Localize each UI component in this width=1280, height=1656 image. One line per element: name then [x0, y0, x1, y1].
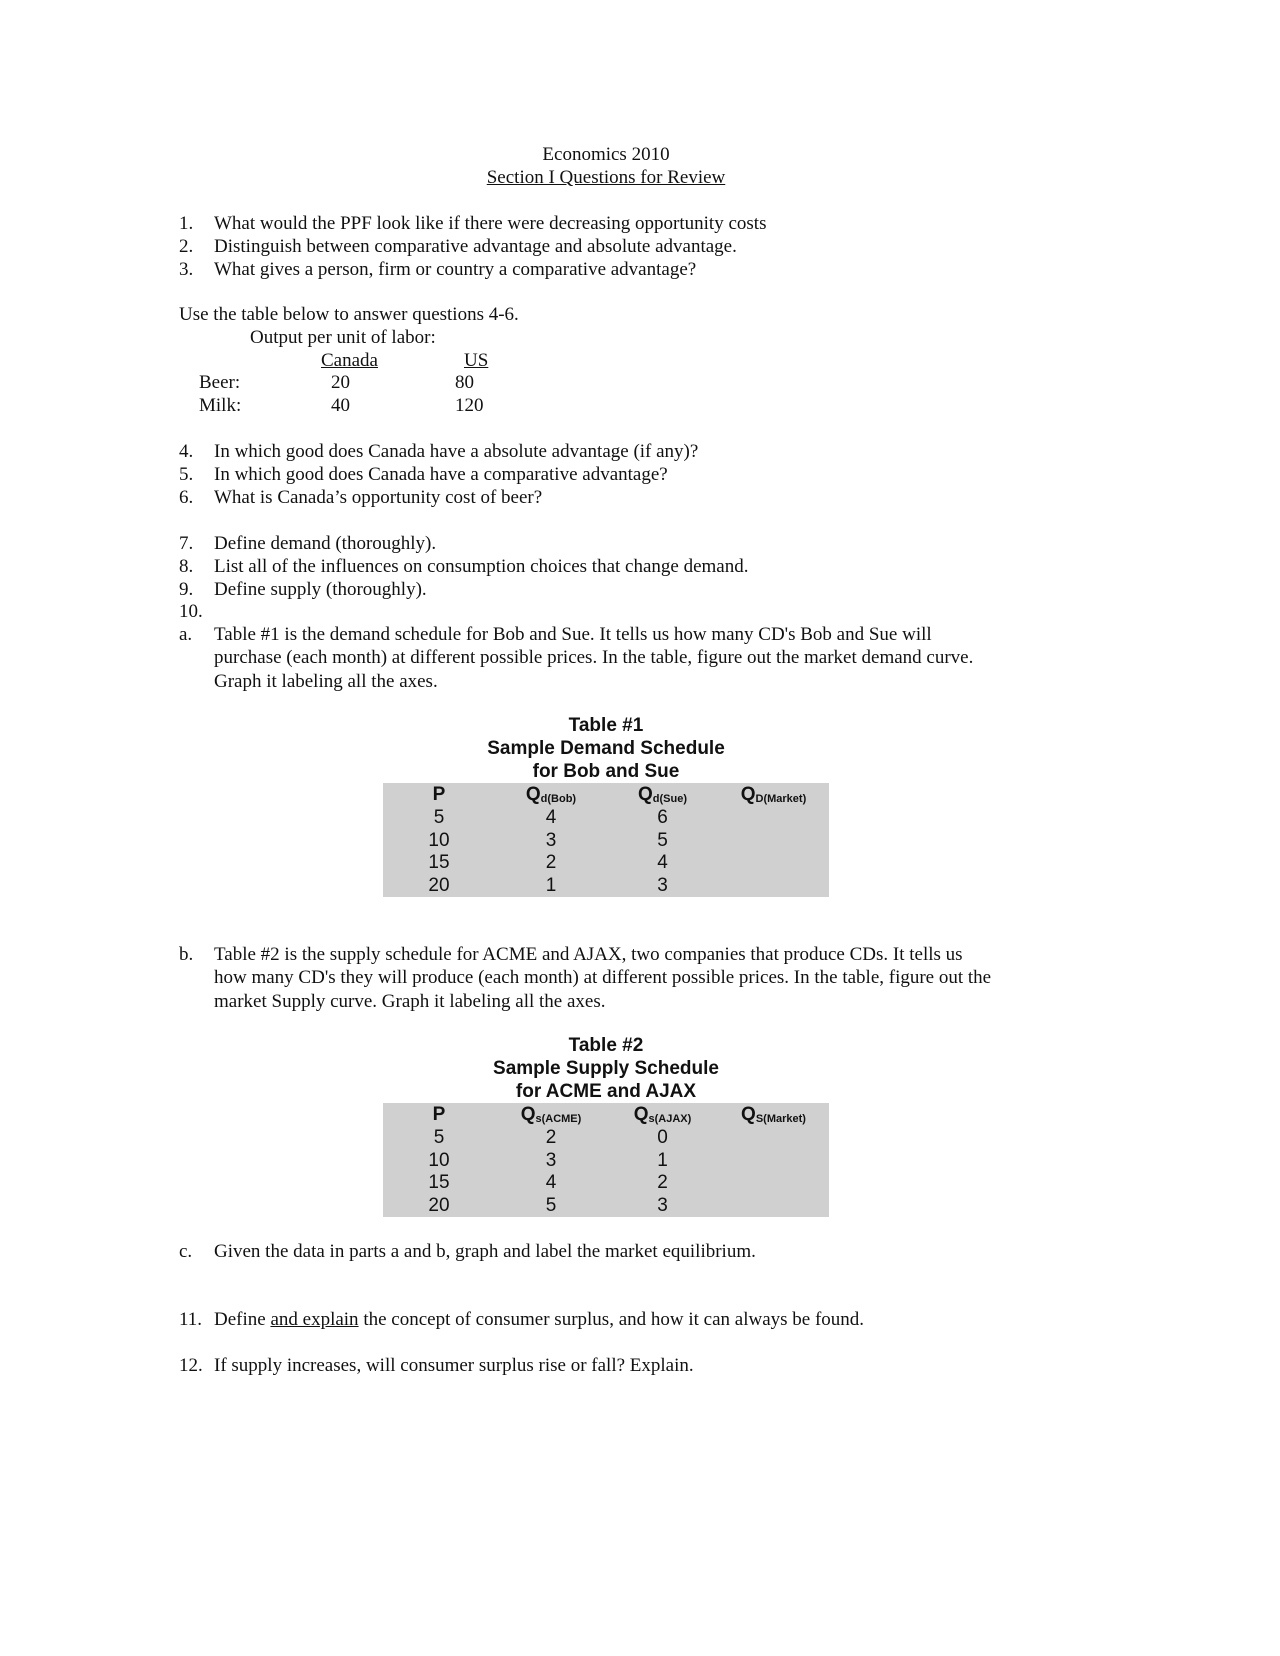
table-cell: [718, 1194, 829, 1217]
item-number: 4.: [179, 441, 194, 462]
question-text: how many CD's they will produce (each month) at different possible prices. In the table, figure out the: [214, 967, 992, 989]
table-cell: [718, 1171, 829, 1194]
col-us: US: [464, 350, 489, 371]
table-cell: [718, 874, 829, 897]
item-number: 7.: [179, 533, 194, 554]
header-sub: s(ACME): [535, 1113, 582, 1125]
table-cell: 3: [657, 1195, 668, 1217]
item-number: 6.: [179, 487, 194, 508]
column-header: [383, 1103, 495, 1126]
item-number: 11.: [179, 1309, 203, 1330]
header-main: Q: [525, 784, 541, 805]
question-text: In which good does Canada have a absolute advantage (if any)?: [214, 441, 699, 462]
question-text: Given the data in parts a and b, graph and label the market equilibrium.: [214, 1241, 756, 1262]
item-number: 5.: [179, 464, 194, 485]
header-sub: d(Sue): [652, 793, 687, 805]
table-caption: Output per unit of labor:: [250, 327, 436, 348]
table-title: Sample Demand Schedule: [487, 738, 725, 759]
cell: 40: [331, 395, 350, 416]
table-cell: 3: [657, 875, 668, 897]
header-main: Q: [740, 784, 756, 805]
question-text: Table #2 is the supply schedule for ACME and AJAX, two companies that produce CDs. It tells us: [214, 944, 963, 965]
column-header: [718, 783, 829, 806]
question-text: Table #1 is the demand schedule for Bob and Sue. It tells us how many CD's Bob and Sue will: [214, 624, 932, 645]
table-cell: [718, 829, 829, 852]
item-number: 2.: [179, 236, 194, 257]
table-cell: [718, 1149, 829, 1172]
question-text: market Supply curve. Graph it labeling all the axes.: [214, 990, 606, 1012]
header-sub: d(Bob): [540, 793, 577, 805]
text: the concept of consumer surplus, and how it can always be found.: [358, 1309, 865, 1330]
question-text: What is Canada’s opportunity cost of beer?: [214, 487, 543, 508]
item-number: b.: [179, 944, 194, 965]
table-intro: Use the table below to answer questions 4-6.: [179, 304, 519, 325]
cell: 80: [455, 372, 474, 393]
text: Define: [214, 1309, 271, 1330]
table-cell: 0: [657, 1126, 668, 1148]
table-cell: 2: [545, 1126, 557, 1148]
column-header: [495, 1103, 607, 1126]
table-title: Sample Supply Schedule: [493, 1058, 719, 1079]
question-text: What would the PPF look like if there were decreasing opportunity costs: [214, 213, 767, 234]
table-title: Table #1: [568, 715, 644, 736]
table1-grid: [383, 783, 829, 897]
table-cell: 4: [545, 1172, 557, 1194]
item-number: 12.: [179, 1355, 203, 1376]
table-cell: 5: [433, 1126, 445, 1148]
cell: 20: [331, 372, 350, 393]
table2-grid: [383, 1103, 829, 1217]
row-label: Beer:: [199, 372, 241, 393]
question-text: List all of the influences on consumption choices that change demand.: [214, 556, 749, 577]
table-cell: [718, 806, 829, 829]
table-cell: 15: [428, 852, 450, 874]
table-cell: 2: [545, 852, 557, 874]
col-canada: Canada: [321, 350, 378, 371]
item-number: 10.: [179, 601, 203, 622]
table-cell: 20: [428, 1195, 450, 1217]
table-cell: 5: [545, 1195, 557, 1217]
table-cell: [718, 1126, 829, 1149]
question-text: If supply increases, will consumer surplus rise or fall? Explain.: [214, 1355, 694, 1376]
item-number: 9.: [179, 579, 194, 600]
table-cell: [718, 851, 829, 874]
table-cell: 3: [545, 829, 557, 851]
column-header: [607, 783, 718, 806]
header-sub: D(Market): [755, 793, 807, 805]
question-text: Graph it labeling all the axes.: [214, 670, 438, 692]
header-main: Q: [633, 1104, 649, 1125]
table-cell: 2: [657, 1172, 668, 1194]
header-main: P: [432, 784, 446, 805]
underlined-text: and explain: [270, 1309, 359, 1330]
item-number: 8.: [179, 556, 194, 577]
table-title: for ACME and AJAX: [515, 1081, 697, 1102]
column-header: [383, 783, 495, 806]
header-main: P: [432, 1104, 446, 1125]
question-text: What gives a person, firm or country a comparative advantage?: [214, 259, 697, 280]
header-main: Q: [637, 784, 653, 805]
column-header: [607, 1103, 718, 1126]
item-number: 1.: [179, 213, 194, 234]
table-cell: 4: [657, 852, 668, 874]
doc-subtitle: Section I Questions for Review: [486, 167, 726, 188]
question-text: Define demand (thoroughly).: [214, 533, 437, 554]
question-text: Distinguish between comparative advantage and absolute advantage.: [214, 236, 737, 257]
table-cell: 5: [657, 829, 668, 851]
table-cell: 1: [545, 875, 557, 897]
table-cell: 4: [545, 806, 557, 828]
question-text: purchase (each month) at different possible prices. In the table, figure out the market demand curve.: [214, 647, 974, 669]
table-title: Table #2: [568, 1035, 644, 1056]
table-cell: 3: [545, 1149, 557, 1171]
question-text: In which good does Canada have a comparative advantage?: [214, 464, 668, 485]
item-number: 3.: [179, 259, 194, 280]
table-cell: 1: [657, 1149, 668, 1171]
doc-title: Economics 2010: [542, 144, 670, 165]
header-sub: s(AJAX): [648, 1113, 692, 1125]
question-text: Define supply (thoroughly).: [214, 579, 427, 600]
question-text: [214, 1308, 864, 1331]
header-sub: S(Market): [755, 1113, 806, 1125]
table-title: for Bob and Sue: [532, 761, 680, 782]
item-number: c.: [179, 1241, 193, 1262]
table-cell: 10: [428, 1149, 450, 1171]
column-header: [718, 1103, 829, 1126]
header-main: Q: [741, 1104, 756, 1125]
row-label: Milk:: [199, 395, 242, 416]
item-number: a.: [179, 624, 193, 645]
table-cell: 5: [433, 806, 445, 828]
header-main: Q: [520, 1104, 536, 1125]
table-cell: 15: [428, 1172, 450, 1194]
table-cell: 20: [428, 875, 450, 897]
table-cell: 10: [428, 829, 450, 851]
table-cell: 6: [657, 806, 668, 828]
cell: 120: [455, 395, 484, 416]
column-header: [495, 783, 607, 806]
